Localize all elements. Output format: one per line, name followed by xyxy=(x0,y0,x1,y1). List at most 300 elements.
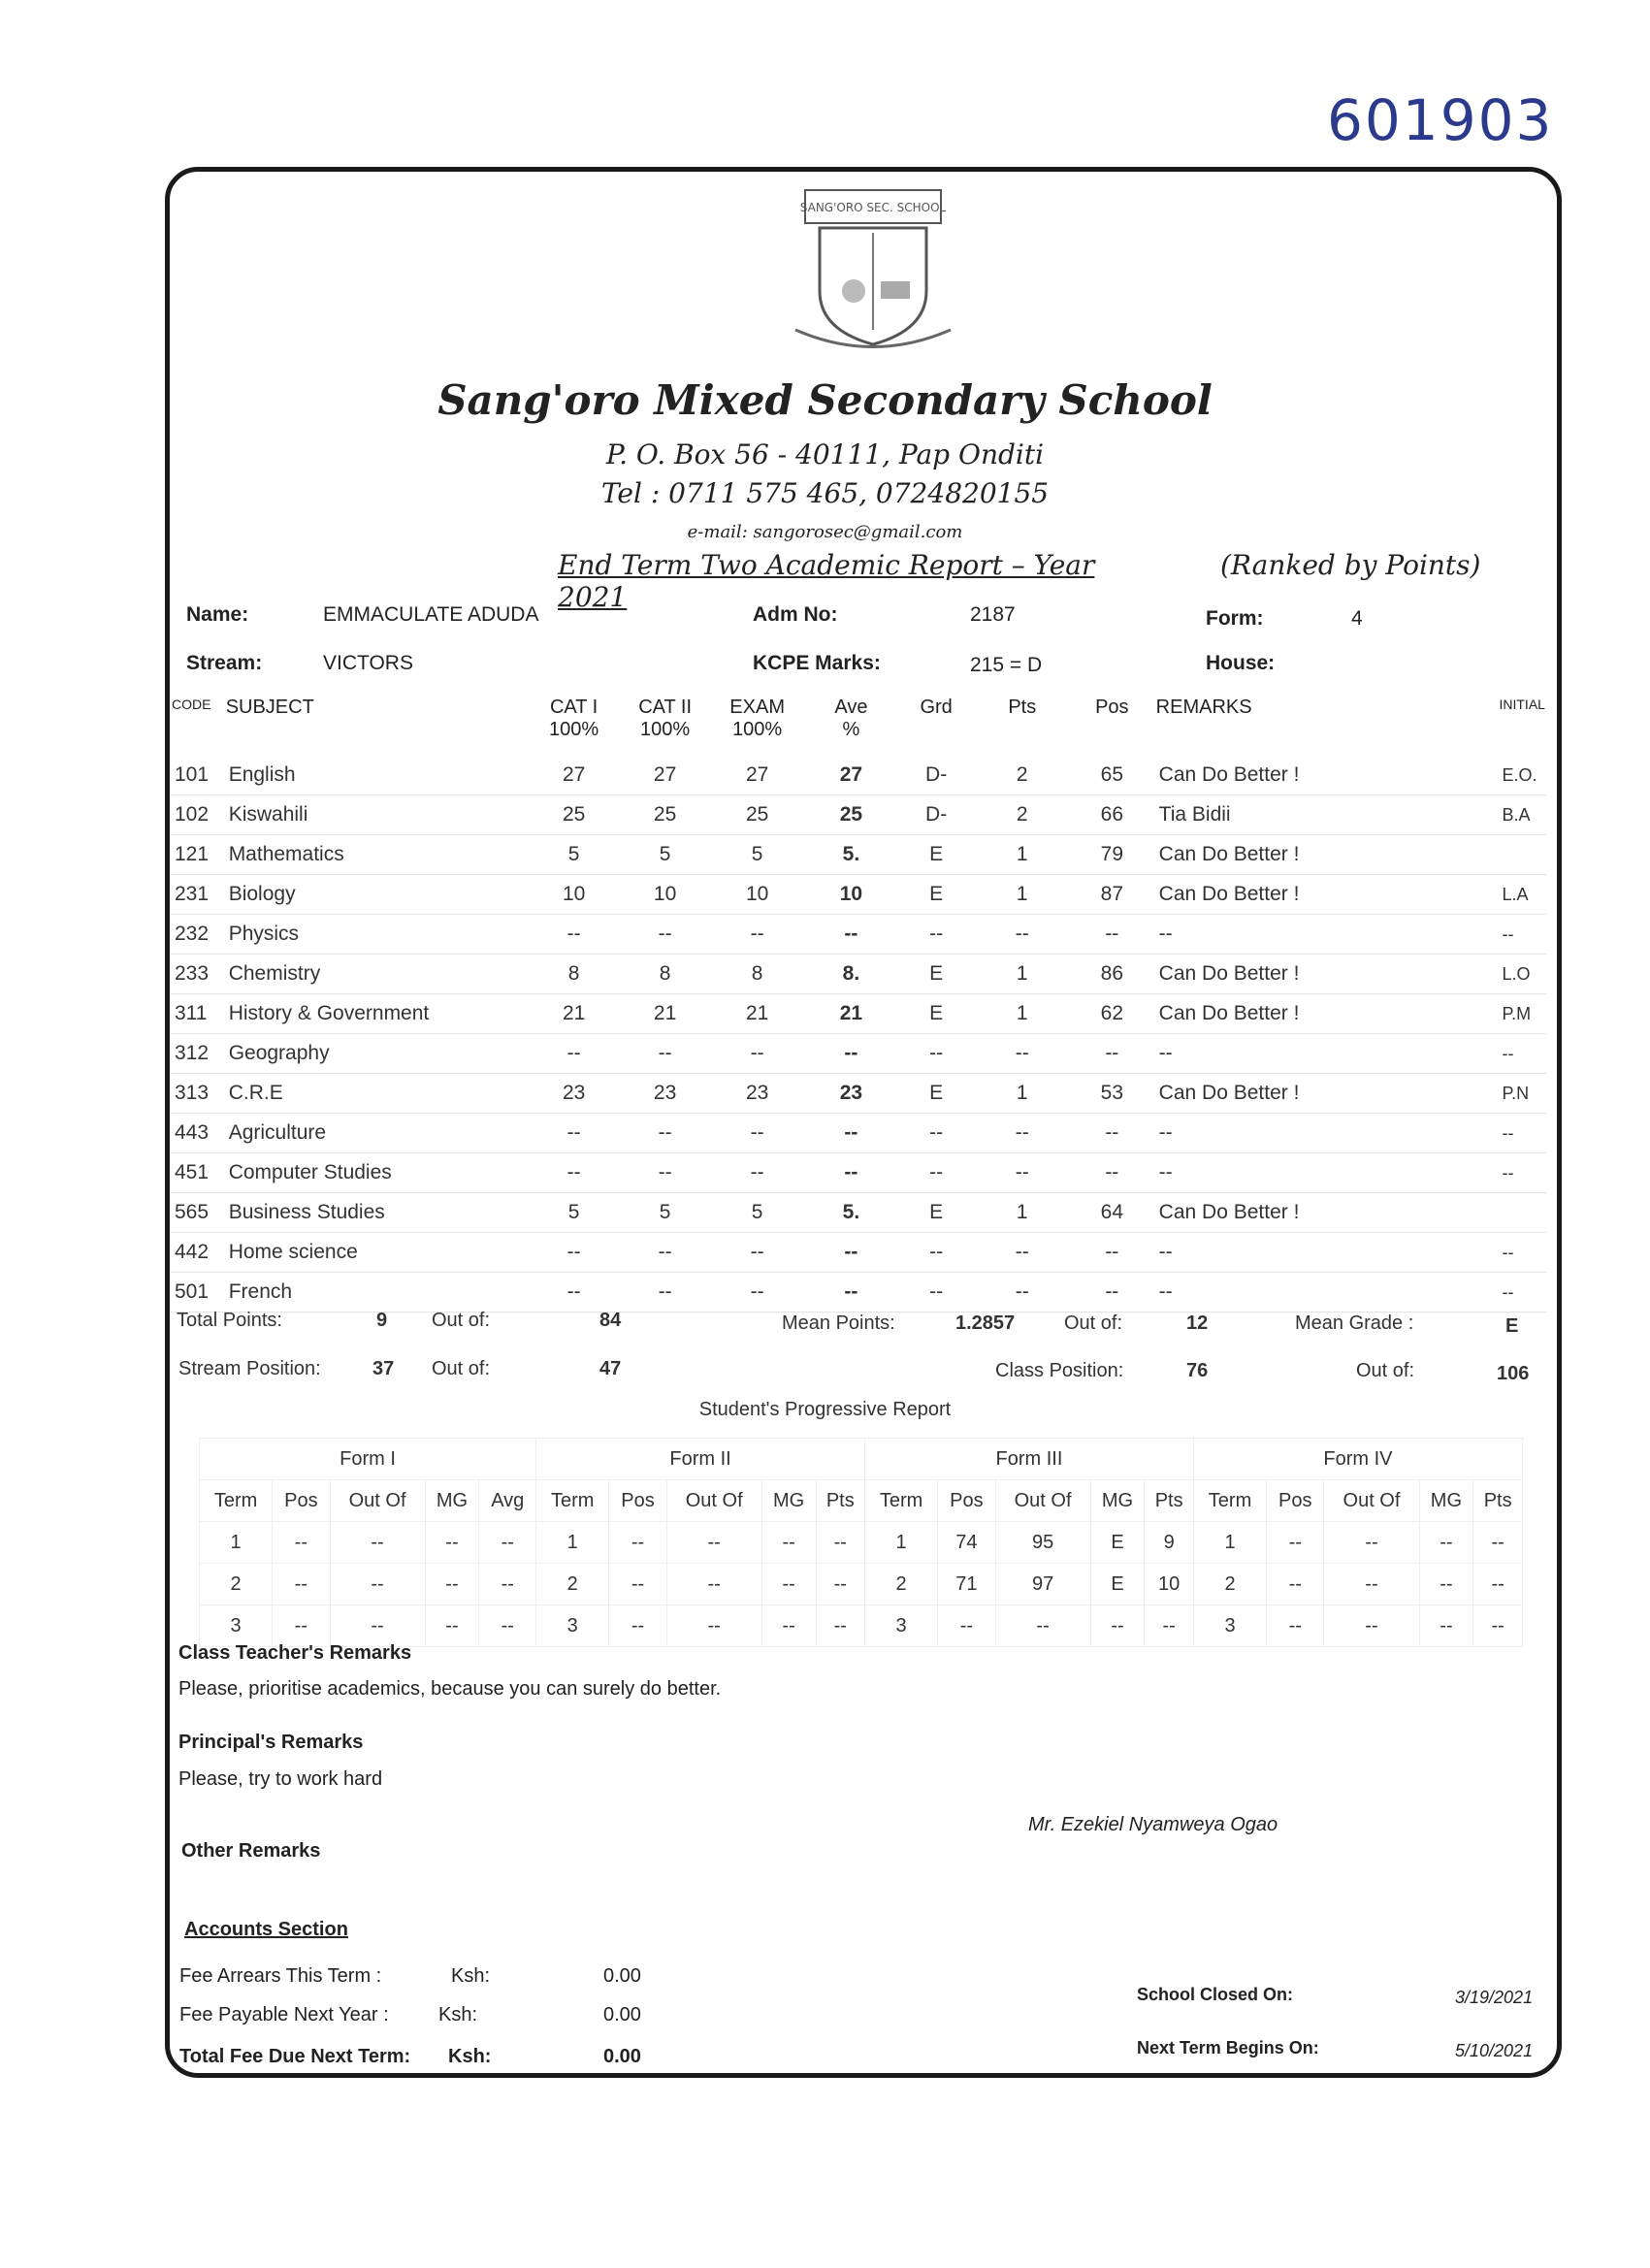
subject-row xyxy=(171,875,1546,915)
subject-cell: 8 xyxy=(527,955,621,994)
col-initial: INITIAL xyxy=(1499,697,1545,712)
subject-cell: -- xyxy=(976,915,1069,955)
subject-cell: 21 xyxy=(527,994,621,1034)
progress-cell: 2 xyxy=(200,1564,273,1605)
progress-header-cell: Pos xyxy=(938,1480,995,1522)
subject-cell: -- xyxy=(1069,1034,1155,1074)
progress-cell: -- xyxy=(1090,1605,1145,1647)
progress-header-cell: MG xyxy=(1419,1480,1473,1522)
subject-cell: Geography xyxy=(225,1034,527,1074)
subject-row xyxy=(171,795,1546,835)
progress-cell: -- xyxy=(425,1522,479,1564)
subject-cell: -- xyxy=(621,1233,709,1273)
progress-cell: -- xyxy=(1324,1564,1419,1605)
subject-cell: 25 xyxy=(709,795,805,835)
subject-cell: 53 xyxy=(1069,1074,1155,1114)
subject-cell: 311 xyxy=(171,994,225,1034)
progress-cell: -- xyxy=(666,1605,761,1647)
progress-header-cell: Pts xyxy=(816,1480,865,1522)
progress-cell: 9 xyxy=(1145,1522,1194,1564)
class-teacher-remarks: Please, prioritise academics, because you can surely do better. xyxy=(178,1678,722,1700)
progress-cell: -- xyxy=(330,1522,425,1564)
progress-cell: 71 xyxy=(938,1564,995,1605)
subject-cell: 27 xyxy=(805,756,897,795)
subject-cell: E xyxy=(897,875,976,915)
subject-cell: 1 xyxy=(976,994,1069,1034)
subject-cell: -- xyxy=(709,1273,805,1312)
subject-cell: -- xyxy=(805,1034,897,1074)
subject-cell: -- xyxy=(897,1273,976,1312)
mean-grade: E xyxy=(1505,1315,1519,1337)
subject-row xyxy=(171,1034,1546,1074)
progress-cell: 3 xyxy=(536,1605,609,1647)
subject-row xyxy=(171,1074,1546,1114)
form-2-header: Form II xyxy=(536,1439,865,1480)
progress-cell: -- xyxy=(273,1605,330,1647)
subject-cell: 1 xyxy=(976,875,1069,915)
report-title: End Term Two Academic Report – Year 2021 xyxy=(558,549,1095,613)
subject-cell: Can Do Better ! xyxy=(1155,875,1499,915)
total-points-label: Total Points: xyxy=(177,1310,282,1331)
subject-cell: 233 xyxy=(171,955,225,994)
subject-cell xyxy=(1498,835,1546,875)
subject-cell: 101 xyxy=(171,756,225,795)
subject-cell: -- xyxy=(1069,1114,1155,1153)
subject-cell: 86 xyxy=(1069,955,1155,994)
subject-cell: 1 xyxy=(976,1193,1069,1233)
col-subject: SUBJECT xyxy=(225,697,314,718)
progress-cell: -- xyxy=(425,1605,479,1647)
progress-header-cell: Pos xyxy=(609,1480,666,1522)
subject-cell: 25 xyxy=(527,795,621,835)
progress-header-cell: Out Of xyxy=(995,1480,1090,1522)
subject-cell: -- xyxy=(1069,1273,1155,1312)
subject-cell: E xyxy=(897,835,976,875)
progress-cell: -- xyxy=(1324,1605,1419,1647)
form-label: Form: xyxy=(1206,607,1264,630)
subject-cell: -- xyxy=(1498,1233,1546,1273)
progress-cell: -- xyxy=(273,1564,330,1605)
subject-cell: Mathematics xyxy=(225,835,527,875)
form-1-header: Form I xyxy=(200,1439,536,1480)
progress-form-row xyxy=(200,1439,1523,1480)
subject-cell: 21 xyxy=(805,994,897,1034)
progress-cell: -- xyxy=(609,1522,666,1564)
subject-row xyxy=(171,1233,1546,1273)
mean-points: 1.2857 xyxy=(955,1312,1016,1334)
progress-cell: 1 xyxy=(200,1522,273,1564)
subject-cell: Can Do Better ! xyxy=(1155,835,1499,875)
subject-cell: -- xyxy=(976,1114,1069,1153)
progress-cell: -- xyxy=(479,1605,536,1647)
subject-cell: -- xyxy=(976,1273,1069,1312)
student-name: EMMACULATE ADUDA xyxy=(323,603,539,626)
class-position: 76 xyxy=(1186,1360,1209,1381)
next-term-date: 5/10/2021 xyxy=(1455,2041,1534,2060)
subject-cell: 27 xyxy=(709,756,805,795)
school-address: P. O. Box 56 - 40111, Pap Onditi xyxy=(605,438,1045,470)
stream-position: 37 xyxy=(372,1358,395,1379)
progress-table xyxy=(199,1438,1523,1647)
subject-cell: E xyxy=(897,1193,976,1233)
school-name: Sang'oro Mixed Secondary School xyxy=(437,376,1213,424)
progress-cell: -- xyxy=(609,1605,666,1647)
subject-cell: -- xyxy=(1155,1034,1499,1074)
total-out-of-label: Out of: xyxy=(432,1310,491,1331)
arrears-value: 0.00 xyxy=(603,1965,641,1987)
subject-cell: P.M xyxy=(1498,994,1546,1034)
subject-cell: -- xyxy=(1155,1114,1499,1153)
subject-cell: 21 xyxy=(621,994,709,1034)
subject-cell: 5 xyxy=(621,1193,709,1233)
subject-cell: 8. xyxy=(805,955,897,994)
progress-cell: 2 xyxy=(1193,1564,1266,1605)
progress-header-cell: Pts xyxy=(1145,1480,1194,1522)
subject-cell: 2 xyxy=(976,756,1069,795)
subject-cell: 64 xyxy=(1069,1193,1155,1233)
subject-cell: 10 xyxy=(527,875,621,915)
subject-cell: E xyxy=(897,955,976,994)
progress-header-cell: Out Of xyxy=(1324,1480,1419,1522)
col-points: Pts xyxy=(1008,697,1037,718)
progress-cell: -- xyxy=(816,1522,865,1564)
subject-cell: -- xyxy=(805,1114,897,1153)
subject-cell: 5 xyxy=(527,835,621,875)
subject-cell: -- xyxy=(976,1233,1069,1273)
total-fee-label: Total Fee Due Next Term: xyxy=(179,2046,411,2067)
progress-cell: -- xyxy=(666,1522,761,1564)
subject-cell: Tia Bidii xyxy=(1155,795,1499,835)
subject-cell: 23 xyxy=(805,1074,897,1114)
subject-cell: Biology xyxy=(225,875,527,915)
subject-cell: L.A xyxy=(1498,875,1546,915)
progress-cell: -- xyxy=(1267,1564,1324,1605)
subject-row xyxy=(171,1273,1546,1312)
subject-cell: 1 xyxy=(976,835,1069,875)
subject-cell: Agriculture xyxy=(225,1114,527,1153)
progress-header-cell: MG xyxy=(761,1480,816,1522)
progress-cell: 10 xyxy=(1145,1564,1194,1605)
subject-cell: -- xyxy=(976,1153,1069,1193)
subject-cell: 66 xyxy=(1069,795,1155,835)
subjects-table xyxy=(171,691,1546,1312)
progress-cell: -- xyxy=(479,1522,536,1564)
school-phone: Tel : 0711 575 465, 0724820155 xyxy=(600,477,1050,509)
subject-cell: 1 xyxy=(976,955,1069,994)
subject-cell: -- xyxy=(1498,1114,1546,1153)
col-position: Pos xyxy=(1095,697,1129,718)
subject-cell: -- xyxy=(1498,915,1546,955)
subject-cell: 5 xyxy=(621,835,709,875)
subject-cell: 21 xyxy=(709,994,805,1034)
progress-cell: -- xyxy=(816,1605,865,1647)
subject-cell: 10 xyxy=(709,875,805,915)
progress-cell: -- xyxy=(273,1522,330,1564)
mean-points-label: Mean Points: xyxy=(782,1312,895,1334)
handwritten-number: 601903 xyxy=(1327,87,1554,153)
progress-cell: -- xyxy=(425,1564,479,1605)
subject-cell: -- xyxy=(1069,1153,1155,1193)
subject-cell: 231 xyxy=(171,875,225,915)
subject-cell: Can Do Better ! xyxy=(1155,955,1499,994)
subject-cell: History & Government xyxy=(225,994,527,1034)
subject-cell: -- xyxy=(1069,1233,1155,1273)
subject-cell: 79 xyxy=(1069,835,1155,875)
stream-value: VICTORS xyxy=(323,652,413,674)
payable-label: Fee Payable Next Year : xyxy=(179,2004,389,2025)
col-grade: Grd xyxy=(920,697,953,718)
subject-cell: English xyxy=(225,756,527,795)
progress-cell: 1 xyxy=(536,1522,609,1564)
subject-cell: -- xyxy=(621,1153,709,1193)
kcpe-value: 215 = D xyxy=(970,654,1043,676)
subject-cell: E xyxy=(897,1074,976,1114)
subject-cell: 451 xyxy=(171,1153,225,1193)
subject-cell: -- xyxy=(1155,1273,1499,1312)
kcpe-label: KCPE Marks: xyxy=(753,652,881,674)
progress-cell: 97 xyxy=(995,1564,1090,1605)
mean-grade-label: Mean Grade : xyxy=(1295,1312,1414,1334)
total-points: 9 xyxy=(376,1310,388,1331)
subject-cell: 23 xyxy=(527,1074,621,1114)
subject-cell: Home science xyxy=(225,1233,527,1273)
arrears-ksh-label: Ksh: xyxy=(451,1965,491,1987)
subject-cell: -- xyxy=(527,915,621,955)
subject-row xyxy=(171,835,1546,875)
col-cat1: CAT I 100% xyxy=(549,697,599,740)
progress-header-cell: MG xyxy=(1090,1480,1145,1522)
subject-cell: -- xyxy=(527,1273,621,1312)
school-closed-date: 3/19/2021 xyxy=(1455,1988,1534,2007)
subject-cell: -- xyxy=(621,1114,709,1153)
subject-cell: Chemistry xyxy=(225,955,527,994)
subject-cell: -- xyxy=(805,1273,897,1312)
subject-cell: 2 xyxy=(976,795,1069,835)
subject-cell: -- xyxy=(805,915,897,955)
subject-row xyxy=(171,955,1546,994)
progress-header-cell: Term xyxy=(1193,1480,1266,1522)
class-position-label: Class Position: xyxy=(995,1360,1124,1381)
progress-header-cell: Avg xyxy=(479,1480,536,1522)
subject-cell: -- xyxy=(621,1034,709,1074)
subject-cell: L.O xyxy=(1498,955,1546,994)
subject-cell: -- xyxy=(897,1233,976,1273)
subject-cell: 443 xyxy=(171,1114,225,1153)
subject-cell: -- xyxy=(897,1034,976,1074)
progress-cell: -- xyxy=(1324,1522,1419,1564)
progress-header-cell: Term xyxy=(200,1480,273,1522)
svg-text:SANG'ORO SEC. SCHOOL: SANG'ORO SEC. SCHOOL xyxy=(799,201,947,214)
stream-out-of: 47 xyxy=(599,1358,622,1379)
progress-header-cell: Pts xyxy=(1473,1480,1523,1522)
progress-cell: 2 xyxy=(865,1564,938,1605)
progress-cell: -- xyxy=(1267,1605,1324,1647)
subject-cell: -- xyxy=(1498,1034,1546,1074)
subject-cell: 1 xyxy=(976,1074,1069,1114)
class-out-of: 106 xyxy=(1497,1363,1530,1384)
progress-row xyxy=(200,1605,1523,1647)
subject-row xyxy=(171,915,1546,955)
col-cat2: CAT II 100% xyxy=(638,697,693,740)
subject-cell: -- xyxy=(897,1153,976,1193)
payable-value: 0.00 xyxy=(603,2004,641,2025)
subject-cell: -- xyxy=(1498,1273,1546,1312)
subject-cell: 501 xyxy=(171,1273,225,1312)
subject-cell: 25 xyxy=(621,795,709,835)
form-3-header: Form III xyxy=(865,1439,1194,1480)
progress-cell: 95 xyxy=(995,1522,1090,1564)
form-value: 4 xyxy=(1351,607,1363,630)
progress-cell: -- xyxy=(1145,1605,1194,1647)
subject-cell: 23 xyxy=(709,1074,805,1114)
progress-row xyxy=(200,1522,1523,1564)
subject-cell: 5 xyxy=(527,1193,621,1233)
progress-cell: -- xyxy=(666,1564,761,1605)
col-remarks: REMARKS xyxy=(1155,697,1252,718)
principal-remarks-label: Principal's Remarks xyxy=(178,1732,364,1753)
subject-cell: -- xyxy=(621,915,709,955)
adm-number: 2187 xyxy=(970,603,1016,626)
subject-cell: 10 xyxy=(621,875,709,915)
subject-cell: Can Do Better ! xyxy=(1155,756,1499,795)
progress-header-cell: Out Of xyxy=(330,1480,425,1522)
progress-cell: 1 xyxy=(865,1522,938,1564)
subject-cell: 5 xyxy=(709,1193,805,1233)
school-email: e-mail: sangorosec@gmail.com xyxy=(687,522,963,542)
subject-cell: C.R.E xyxy=(225,1074,527,1114)
progress-cell: -- xyxy=(816,1564,865,1605)
progress-header-cell: Pos xyxy=(273,1480,330,1522)
payable-ksh-label: Ksh: xyxy=(438,2004,478,2025)
progress-cell: -- xyxy=(1473,1522,1523,1564)
subject-cell: Computer Studies xyxy=(225,1153,527,1193)
progress-cell: -- xyxy=(330,1564,425,1605)
arrears-label: Fee Arrears This Term : xyxy=(179,1965,382,1987)
progress-cell: E xyxy=(1090,1564,1145,1605)
subject-cell: -- xyxy=(1498,1153,1546,1193)
house-label: House: xyxy=(1206,652,1276,674)
mean-out-of: 12 xyxy=(1186,1312,1209,1334)
subject-cell: -- xyxy=(527,1034,621,1074)
progress-header-cell: Term xyxy=(865,1480,938,1522)
subject-cell: 232 xyxy=(171,915,225,955)
subject-cell: 565 xyxy=(171,1193,225,1233)
subject-cell: -- xyxy=(621,1273,709,1312)
subjects-header-row xyxy=(171,691,1546,756)
class-out-of-label: Out of: xyxy=(1356,1360,1415,1381)
progress-cell: 2 xyxy=(536,1564,609,1605)
subject-row xyxy=(171,1114,1546,1153)
subject-cell: Can Do Better ! xyxy=(1155,1193,1499,1233)
subject-cell: Kiswahili xyxy=(225,795,527,835)
subject-cell: -- xyxy=(1155,915,1499,955)
subject-cell: French xyxy=(225,1273,527,1312)
stream-out-of-label: Out of: xyxy=(432,1358,491,1379)
principal-remarks: Please, try to work hard xyxy=(178,1768,383,1790)
form-4-header: Form IV xyxy=(1193,1439,1522,1480)
subject-cell: E xyxy=(897,994,976,1034)
progress-cell: -- xyxy=(1419,1564,1473,1605)
subject-row xyxy=(171,1153,1546,1193)
progress-header-cell: Pos xyxy=(1267,1480,1324,1522)
subject-cell: E.O. xyxy=(1498,756,1546,795)
subject-cell: -- xyxy=(1069,915,1155,955)
subject-cell: P.N xyxy=(1498,1074,1546,1114)
col-ave: Ave % xyxy=(834,697,868,740)
other-remarks-label: Other Remarks xyxy=(181,1840,321,1862)
subject-cell: 10 xyxy=(805,875,897,915)
subject-cell: 312 xyxy=(171,1034,225,1074)
progress-cell: -- xyxy=(1473,1564,1523,1605)
subject-cell: 5. xyxy=(805,1193,897,1233)
adm-label: Adm No: xyxy=(753,603,838,626)
subject-cell: -- xyxy=(805,1153,897,1193)
total-ksh-label: Ksh: xyxy=(448,2046,492,2067)
subject-row xyxy=(171,994,1546,1034)
subject-cell: Physics xyxy=(225,915,527,955)
subject-cell: D- xyxy=(897,756,976,795)
subject-cell: 23 xyxy=(621,1074,709,1114)
progress-cell: -- xyxy=(1419,1605,1473,1647)
subject-cell: -- xyxy=(527,1153,621,1193)
next-term-label: Next Term Begins On: xyxy=(1137,2038,1319,2057)
subject-cell: Can Do Better ! xyxy=(1155,1074,1499,1114)
progress-cell: -- xyxy=(1473,1605,1523,1647)
stream-position-label: Stream Position: xyxy=(178,1358,321,1379)
progress-cell: 74 xyxy=(938,1522,995,1564)
total-out-of: 84 xyxy=(599,1310,622,1331)
subject-cell: -- xyxy=(897,915,976,955)
progress-cell: -- xyxy=(761,1605,816,1647)
progress-cell: 3 xyxy=(200,1605,273,1647)
progress-header-cell: Out Of xyxy=(666,1480,761,1522)
mean-out-of-label: Out of: xyxy=(1064,1312,1123,1334)
subject-cell: 5. xyxy=(805,835,897,875)
subject-cell: 27 xyxy=(621,756,709,795)
progress-header-cell: Term xyxy=(536,1480,609,1522)
progress-cell: -- xyxy=(761,1564,816,1605)
accounts-title: Accounts Section xyxy=(184,1919,348,1940)
subject-row xyxy=(171,756,1546,795)
subject-cell: 65 xyxy=(1069,756,1155,795)
progress-header-row xyxy=(200,1480,1523,1522)
principal-name: Mr. Ezekiel Nyamweya Ogao xyxy=(1028,1814,1278,1835)
subject-cell: -- xyxy=(527,1114,621,1153)
col-code: CODE xyxy=(172,697,211,712)
subject-cell: B.A xyxy=(1498,795,1546,835)
progress-cell: -- xyxy=(938,1605,995,1647)
subject-cell: 87 xyxy=(1069,875,1155,915)
subject-cell: -- xyxy=(897,1114,976,1153)
class-teacher-remarks-label: Class Teacher's Remarks xyxy=(178,1642,412,1664)
progress-header-cell: MG xyxy=(425,1480,479,1522)
school-crest-logo xyxy=(776,184,970,359)
subject-cell: -- xyxy=(976,1034,1069,1074)
subject-cell: 27 xyxy=(527,756,621,795)
subject-cell: -- xyxy=(1155,1233,1499,1273)
subject-cell: 5 xyxy=(709,835,805,875)
subject-cell: 62 xyxy=(1069,994,1155,1034)
subject-cell: -- xyxy=(709,1114,805,1153)
subject-cell: Business Studies xyxy=(225,1193,527,1233)
subject-cell: -- xyxy=(805,1233,897,1273)
subject-cell: Can Do Better ! xyxy=(1155,994,1499,1034)
subject-cell: -- xyxy=(709,1034,805,1074)
ranking-note: (Ranked by Points) xyxy=(1220,549,1481,581)
subject-cell: 8 xyxy=(621,955,709,994)
subject-cell: 442 xyxy=(171,1233,225,1273)
subject-cell: 102 xyxy=(171,795,225,835)
